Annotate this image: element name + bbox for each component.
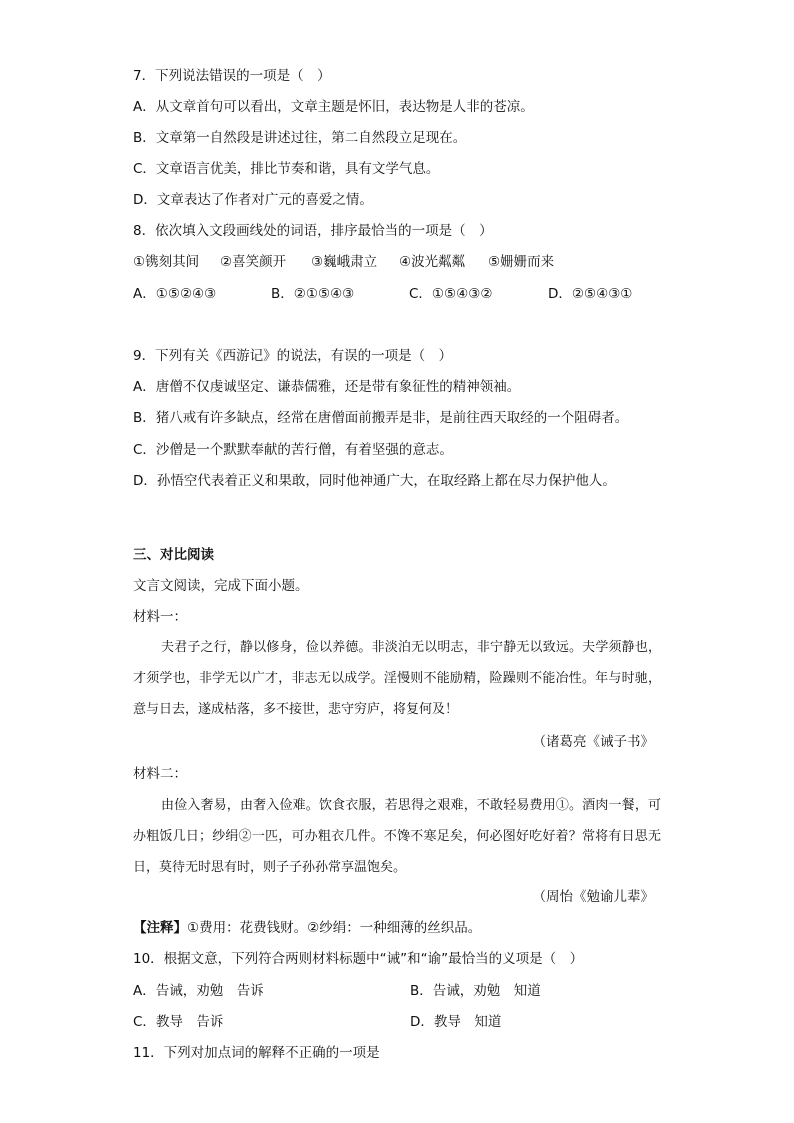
q10-option-d: D．教导 知道 bbox=[410, 1014, 502, 1030]
q8-choice-d: D．②⑤④③① bbox=[548, 286, 633, 302]
note-text: ①费用：花费钱财。②纱绢：一种细薄的丝织品。 bbox=[187, 920, 482, 936]
q10-stem: 10．根据文意，下列符合两则材料标题中“诫”和“谕”最恰当的义项是（ ） bbox=[133, 951, 584, 967]
q10-option-c: C．教导 告诉 bbox=[133, 1014, 224, 1030]
material1-source: （诸葛亮《诫子书》 bbox=[532, 734, 654, 750]
q10-option-b: B．告诫，劝勉 知道 bbox=[410, 983, 541, 999]
q10-option-a: A．告诫，劝勉 告诉 bbox=[133, 983, 264, 999]
q9-stem: 9．下列有关《西游记》的说法，有误的一项是（ ） bbox=[133, 348, 453, 364]
q7-option-c: C．文章语言优美，排比节奏和谐，具有文学气息。 bbox=[133, 161, 440, 177]
q8-choice-a: A．①⑤②④③ bbox=[133, 286, 217, 302]
material1-text: 夫君子之行，静以修身，俭以养德。非淡泊无以明志，非宁静无以致远。夫学须静也，才须学也，非学无以广才，非志无以成学。淫慢则不能励精，险躁则不能冶性。年与时驰，意与日去，遂成枯落，多不接世，悲守穷庐，将复何及！ bbox=[133, 640, 661, 717]
q8-stem: 8．依次填入文段画线处的词语，排序最恰当的一项是（ ） bbox=[133, 223, 493, 239]
material2-text: 由俭入奢易，由奢入俭难。饮食衣服，若思得之艰难，不敢轻易费用①。酒肉一餐，可办粗饭几日；纱绢②一匹，可办粗衣几件。不馋不寒足矣，何必图好吃好着？常将有日思无日，莫待无时思有时，则子子孙孙常享温饱矣。 bbox=[133, 798, 661, 875]
material2-text-block bbox=[133, 790, 661, 883]
material2-label: 材料二： bbox=[133, 766, 187, 782]
q8-words bbox=[133, 252, 653, 272]
q9-option-c: C．沙僧是一个默默奉献的苦行僧，有着坚强的意志。 bbox=[133, 442, 453, 458]
note-label: 【注释】 bbox=[133, 920, 187, 936]
q8-choice-c: C．①⑤④③② bbox=[409, 286, 493, 302]
q7-stem: 7．下列说法错误的一项是（ ） bbox=[133, 68, 331, 84]
q8-choices bbox=[133, 284, 663, 304]
q8-choice-b: B．②①⑤④③ bbox=[271, 286, 355, 302]
q8-word-4: ④波光粼粼 bbox=[399, 254, 466, 270]
q8-word-3: ③巍峨肃立 bbox=[311, 254, 378, 270]
q8-word-1: ①镌刻其间 bbox=[133, 254, 200, 270]
material1-label: 材料一： bbox=[133, 609, 187, 625]
material1-text-block bbox=[133, 632, 661, 725]
q11-stem: 11．下列对加点词的解释不正确的一项是 bbox=[133, 1045, 380, 1061]
q7-option-d: D．文章表达了作者对广元的喜爱之情。 bbox=[133, 192, 373, 208]
q8-word-2: ②喜笑颜开 bbox=[220, 254, 287, 270]
q9-option-b: B．猪八戒有许多缺点，经常在唐僧面前搬弄是非，是前往西天取经的一个阻碍者。 bbox=[133, 410, 629, 426]
material2-source: （周怡《勉谕儿辈》 bbox=[532, 889, 654, 905]
notes bbox=[133, 918, 481, 938]
q8-word-5: ⑤姗姗而来 bbox=[488, 254, 555, 270]
section-intro: 文言文阅读，完成下面小题。 bbox=[133, 578, 309, 594]
q7-option-b: B．文章第一自然段是讲述过往，第二自然段立足现在。 bbox=[133, 130, 467, 146]
q9-option-a: A．唐僧不仅虔诚坚定、谦恭儒雅，还是带有象征性的精神领袖。 bbox=[133, 379, 521, 395]
q9-option-d: D．孙悟空代表着正义和果敢，同时他神通广大，在取经路上都在尽力保护他人。 bbox=[133, 473, 616, 489]
section-title: 三、对比阅读 bbox=[133, 547, 214, 563]
q7-option-a: A．从文章首句可以看出，文章主题是怀旧，表达物是人非的苍凉。 bbox=[133, 99, 534, 115]
